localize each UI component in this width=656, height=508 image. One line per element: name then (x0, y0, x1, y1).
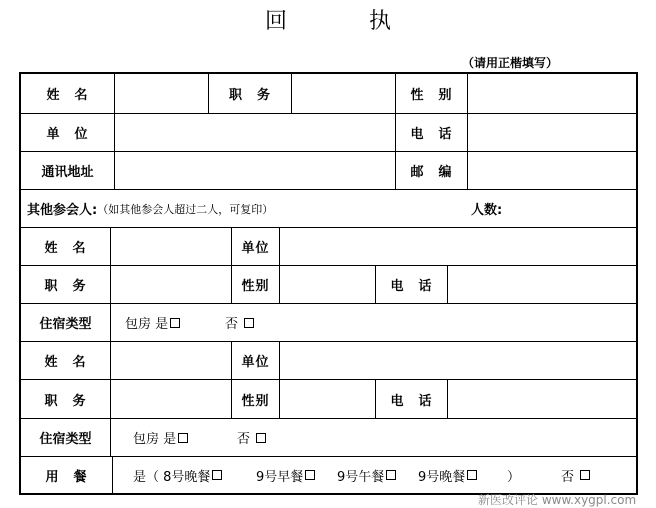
row-p1-position (21, 266, 636, 304)
p2-position-label: 职 务 (21, 380, 111, 418)
gender-label: 性 别 (396, 74, 468, 113)
p2-room-yes-checkbox[interactable] (178, 433, 188, 443)
position-label: 职 务 (209, 74, 292, 113)
p2-room-yes-label: 是 (163, 432, 177, 447)
others-hint: （如其他参会人超过二人，可复印） (97, 202, 274, 216)
gender-field[interactable] (468, 74, 638, 113)
p1-room-no-label: 否 (225, 317, 239, 332)
p2-phone-label: 电 话 (376, 380, 448, 418)
meal-label: 用 餐 (21, 457, 113, 493)
row-p2-lodging (21, 419, 636, 457)
row-p2-position (21, 380, 636, 419)
row-p1-lodging (21, 304, 636, 342)
watermark: 新医改评论 www.xygpl.com (478, 493, 637, 507)
meal-opt4-checkbox[interactable] (467, 470, 477, 480)
row-name (21, 74, 636, 114)
meal-opt2-label: 9号早餐 (256, 469, 304, 485)
address-label: 通讯地址 (21, 152, 115, 189)
meal-no-checkbox[interactable] (580, 470, 590, 480)
count-field[interactable] (511, 190, 631, 227)
p2-position-field[interactable] (111, 380, 232, 418)
row-unit (21, 114, 636, 152)
p1-gender-field[interactable] (280, 266, 376, 303)
fill-instruction: （请用正楷填写） (462, 56, 559, 70)
name-field[interactable] (115, 74, 209, 113)
p2-unit-field[interactable] (280, 342, 638, 379)
p2-room-label: 包房 (133, 432, 160, 447)
meal-opt3-label: 9号午餐 (337, 469, 385, 485)
meal-no-label: 否 (561, 469, 575, 485)
p1-position-field[interactable] (111, 266, 232, 303)
row-p2-name (21, 342, 636, 380)
p1-room-no-checkbox[interactable] (244, 318, 254, 328)
row-address (21, 152, 636, 190)
postcode-field[interactable] (468, 152, 638, 189)
p2-gender-field[interactable] (280, 380, 376, 418)
p1-gender-label: 性别 (232, 266, 280, 303)
row-p1-name (21, 228, 636, 266)
p1-name-label: 姓 名 (21, 228, 111, 265)
count-label: 人数: (471, 203, 503, 218)
p2-unit-label: 单位 (232, 342, 280, 379)
p1-unit-label: 单位 (232, 228, 280, 265)
p1-room-yes-label: 是 (155, 317, 169, 332)
others-label: 其他参会人: (27, 203, 98, 218)
name-label: 姓 名 (21, 74, 115, 113)
meal-opt4-label: 9号晚餐 (418, 469, 466, 485)
receipt-form (19, 72, 638, 495)
address-field[interactable] (115, 152, 396, 189)
p1-name-field[interactable] (111, 228, 232, 265)
p2-room-no-checkbox[interactable] (256, 433, 266, 443)
p2-gender-label: 性别 (232, 380, 280, 418)
meal-yes-label: 是（ (133, 469, 160, 485)
postcode-label: 邮 编 (396, 152, 468, 189)
p1-lodging-label: 住宿类型 (21, 304, 111, 341)
phone-field[interactable] (468, 114, 638, 151)
meal-close-paren: ） (507, 469, 521, 485)
unit-label: 单 位 (21, 114, 115, 151)
position-field[interactable] (292, 74, 396, 113)
meal-opt3-checkbox[interactable] (386, 470, 396, 480)
phone-label: 电 话 (396, 114, 468, 151)
meal-opt2-checkbox[interactable] (305, 470, 315, 480)
p1-unit-field[interactable] (280, 228, 638, 265)
page-title: 回 执 (264, 9, 421, 34)
meal-opt1-checkbox[interactable] (212, 470, 222, 480)
meal-opt1-label: 8号晚餐 (163, 469, 211, 485)
p1-position-label: 职 务 (21, 266, 111, 303)
p1-room-label: 包房 (125, 317, 152, 332)
p1-room-yes-checkbox[interactable] (170, 318, 180, 328)
row-meal (21, 457, 636, 493)
p1-phone-label: 电 话 (376, 266, 448, 303)
p2-lodging-label: 住宿类型 (21, 419, 111, 456)
row-others (21, 190, 636, 228)
p2-phone-field[interactable] (448, 380, 638, 418)
p1-phone-field[interactable] (448, 266, 638, 303)
p2-room-no-label: 否 (237, 432, 251, 447)
p2-name-field[interactable] (111, 342, 232, 379)
unit-field[interactable] (115, 114, 396, 151)
p2-name-label: 姓 名 (21, 342, 111, 379)
